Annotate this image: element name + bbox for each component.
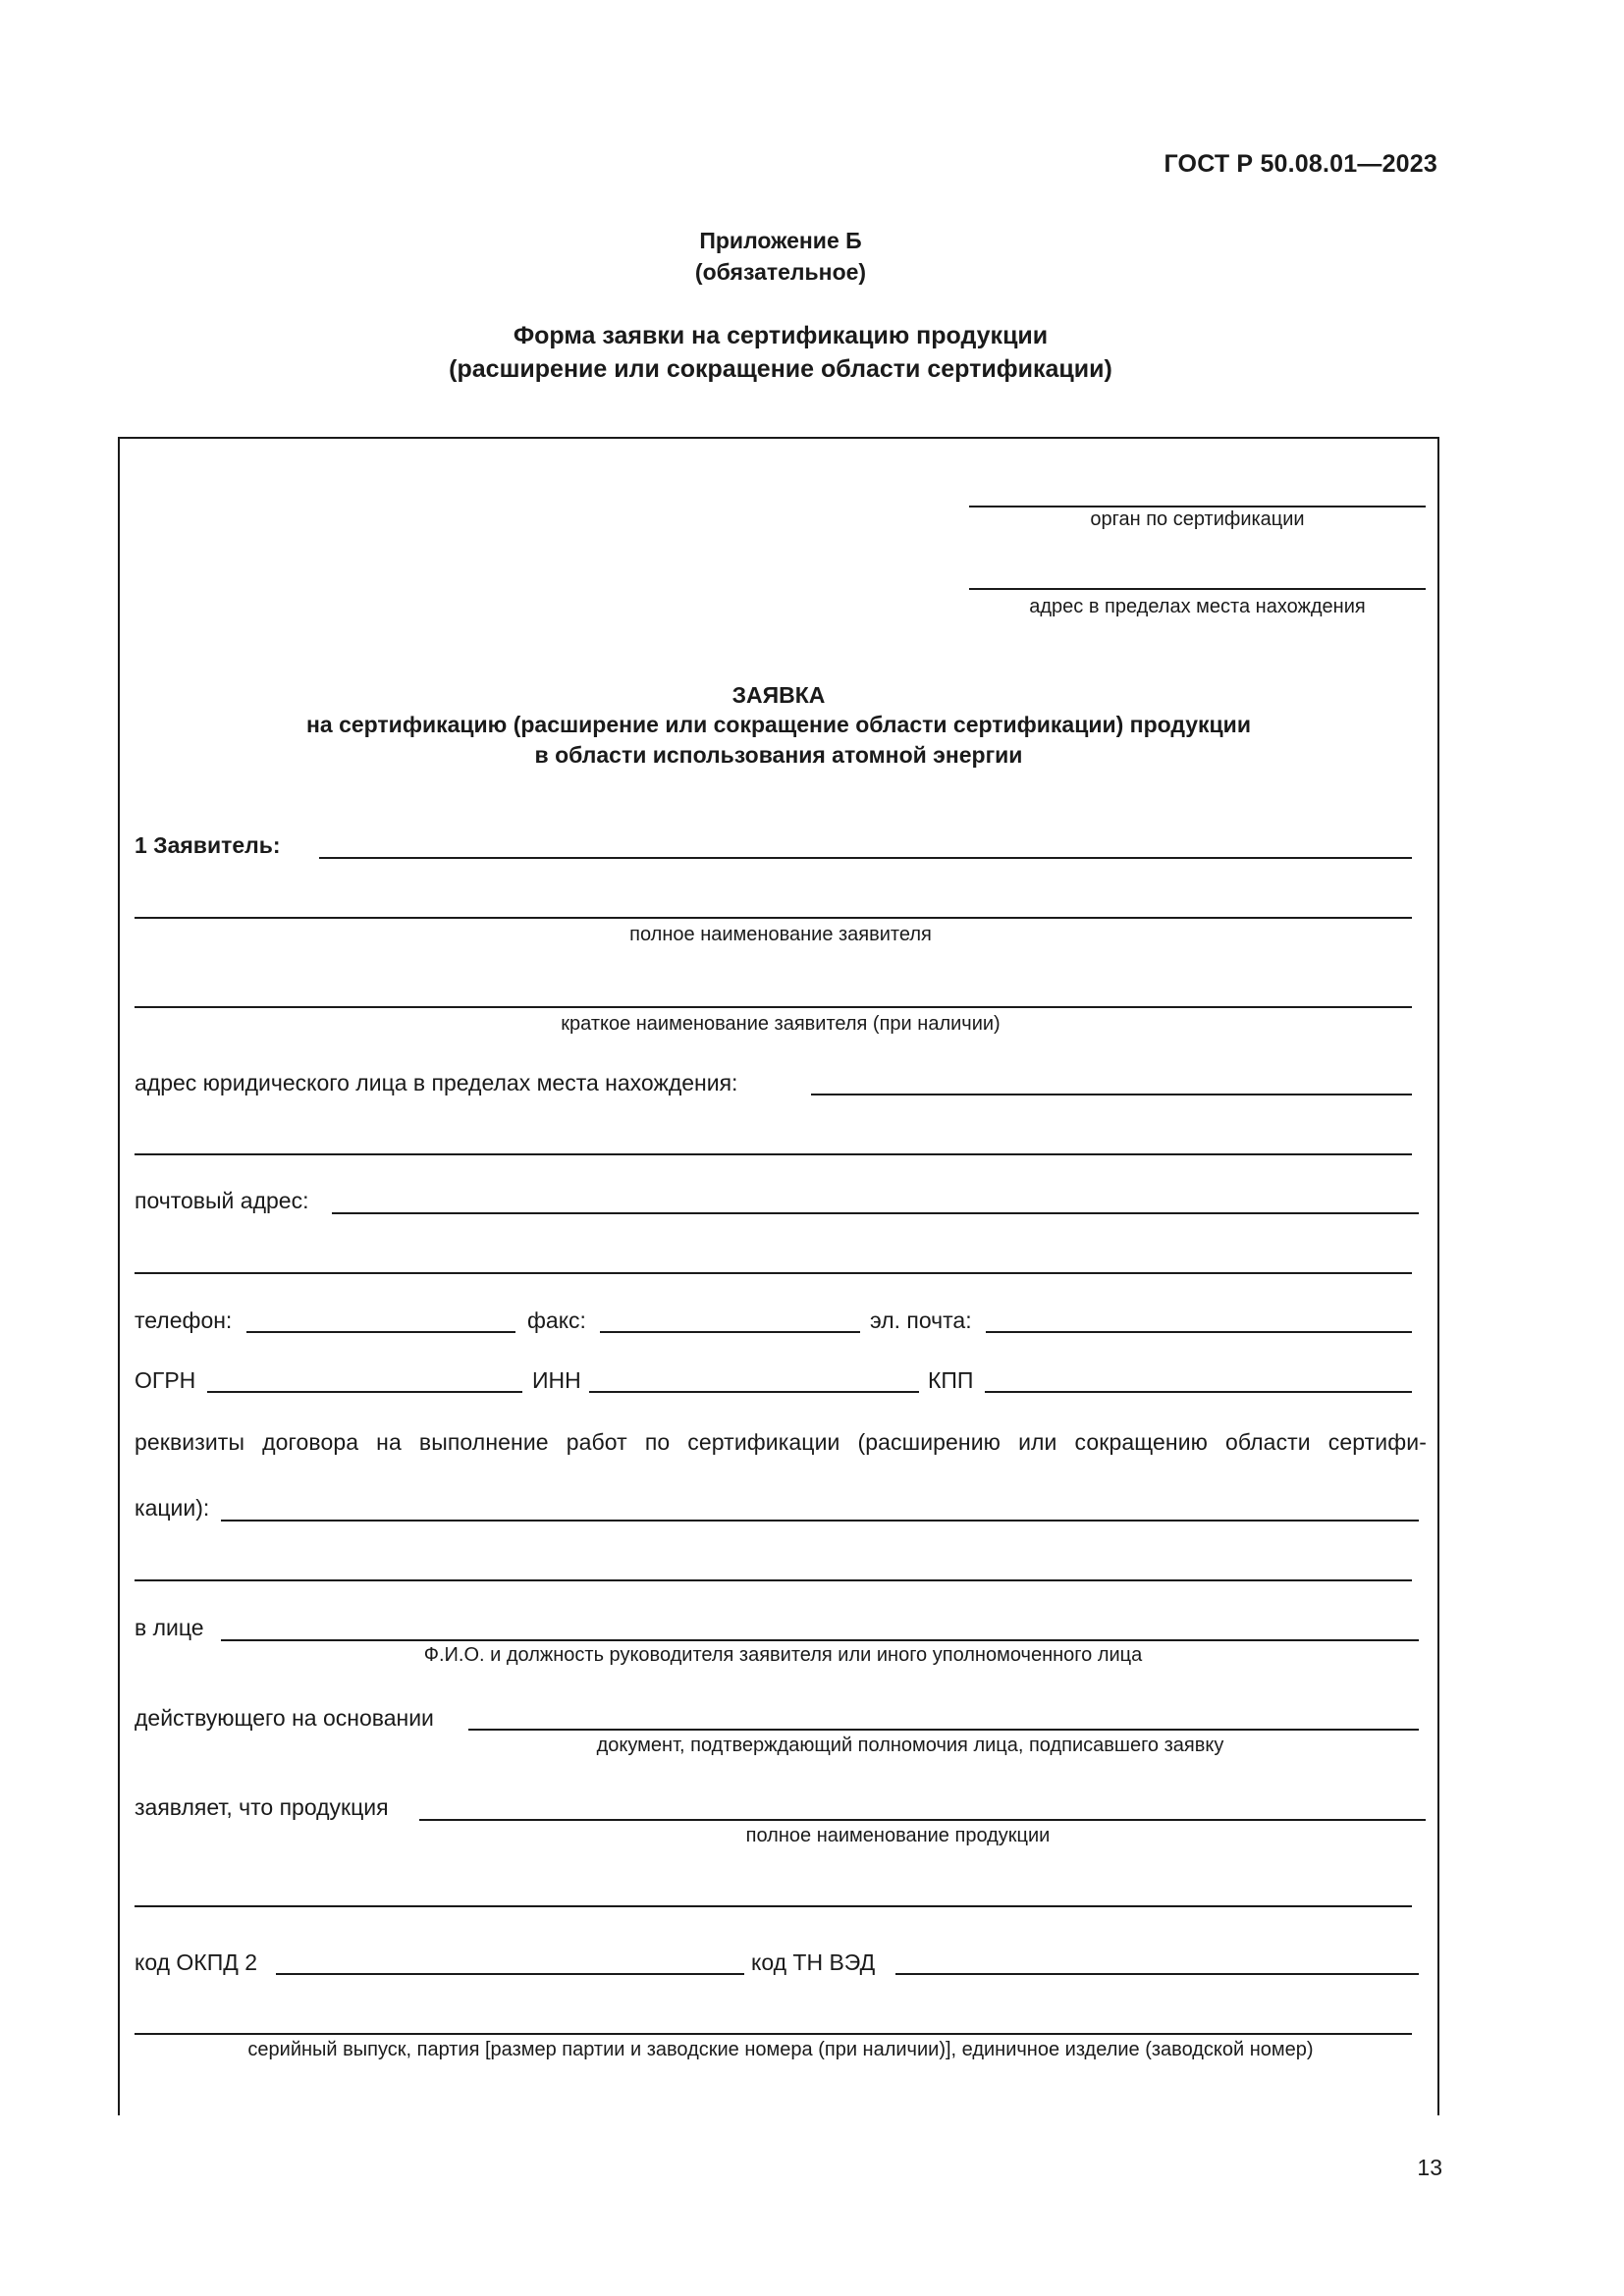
kpp-label: КПП [928,1367,974,1393]
representative-label: в лице [135,1615,204,1640]
applicant-field[interactable] [319,857,1412,859]
certification-body-caption: орган по сертификации [1090,508,1305,530]
postal-address-field-line2[interactable] [135,1272,1412,1274]
application-title: ЗАЯВКА [731,682,826,708]
phone-label: телефон: [135,1308,233,1333]
legal-address-field-line2[interactable] [135,1153,1412,1155]
ogrn-label: ОГРН [135,1367,196,1393]
certification-body-address-field[interactable] [969,588,1426,590]
basis-label: действующего на основании [135,1705,434,1731]
postal-address-field[interactable] [332,1212,1419,1214]
fax-field[interactable] [600,1331,860,1333]
tnved-field[interactable] [895,1973,1419,1975]
appendix-title: Приложение Б [699,228,862,253]
page-number: 13 [1417,2155,1442,2180]
certification-body-address-caption: адрес в пределах места нахождения [1029,596,1366,617]
representative-caption: Ф.И.О. и должность руководителя заявителя или иного уполномоченного лица [423,1644,1143,1666]
phone-field[interactable] [246,1331,515,1333]
inn-field[interactable] [589,1391,919,1393]
okpd-label: код ОКПД 2 [135,1949,257,1975]
product-field-line2[interactable] [135,1905,1412,1907]
product-label: заявляет, что продукция [135,1794,389,1820]
fax-label: факс: [527,1308,586,1333]
contract-field[interactable] [221,1520,1419,1522]
legal-address-field[interactable] [811,1094,1412,1095]
contract-field-line2[interactable] [135,1579,1412,1581]
basis-field[interactable] [468,1729,1419,1731]
applicant-full-name-field[interactable] [135,917,1412,919]
okpd-field[interactable] [276,1973,744,1975]
inn-label: ИНН [532,1367,581,1393]
basis-caption: документ, подтверждающий полномочия лица, подписавшего заявку [596,1735,1224,1756]
email-label: эл. почта: [870,1308,972,1333]
product-field[interactable] [419,1819,1426,1821]
contract-label-line2: кации): [135,1495,210,1521]
applicant-short-name-field[interactable] [135,1006,1412,1008]
appendix-status: (обязательное) [694,259,867,285]
form-title-line1: Форма заявки на сертификацию продукции [513,322,1049,349]
kpp-field[interactable] [985,1391,1412,1393]
legal-address-label: адрес юридического лица в пределах места нахождения: [135,1070,738,1095]
postal-address-label: почтовый адрес: [135,1188,309,1213]
applicant-label: 1 Заявитель: [135,832,281,858]
application-subtitle-line1: на сертификацию (расширение или сокращение области сертификации) продукции [306,712,1251,737]
certification-body-field[interactable] [969,506,1426,507]
form-title-line2: (расширение или сокращение области сертификации) [449,355,1112,383]
email-field[interactable] [986,1331,1412,1333]
representative-field[interactable] [221,1639,1419,1641]
batch-caption: серийный выпуск, партия [размер партии и заводские номера (при наличии)], единичное изделие (заводской номер) [247,2039,1314,2060]
application-subtitle-line2: в области использования атомной энергии [534,742,1023,768]
batch-field[interactable] [135,2033,1412,2035]
applicant-full-name-caption: полное наименование заявителя [629,924,932,945]
product-caption: полное наименование продукции [745,1825,1051,1846]
tnved-label: код ТН ВЭД [751,1949,876,1975]
applicant-short-name-caption: краткое наименование заявителя (при наличии) [561,1013,1001,1035]
contract-label-line1: реквизиты договора на выполнение работ по сертификации (расширению или сокращению области сертифи- [135,1429,1427,1455]
ogrn-field[interactable] [207,1391,522,1393]
document-code: ГОСТ Р 50.08.01—2023 [1164,150,1437,178]
